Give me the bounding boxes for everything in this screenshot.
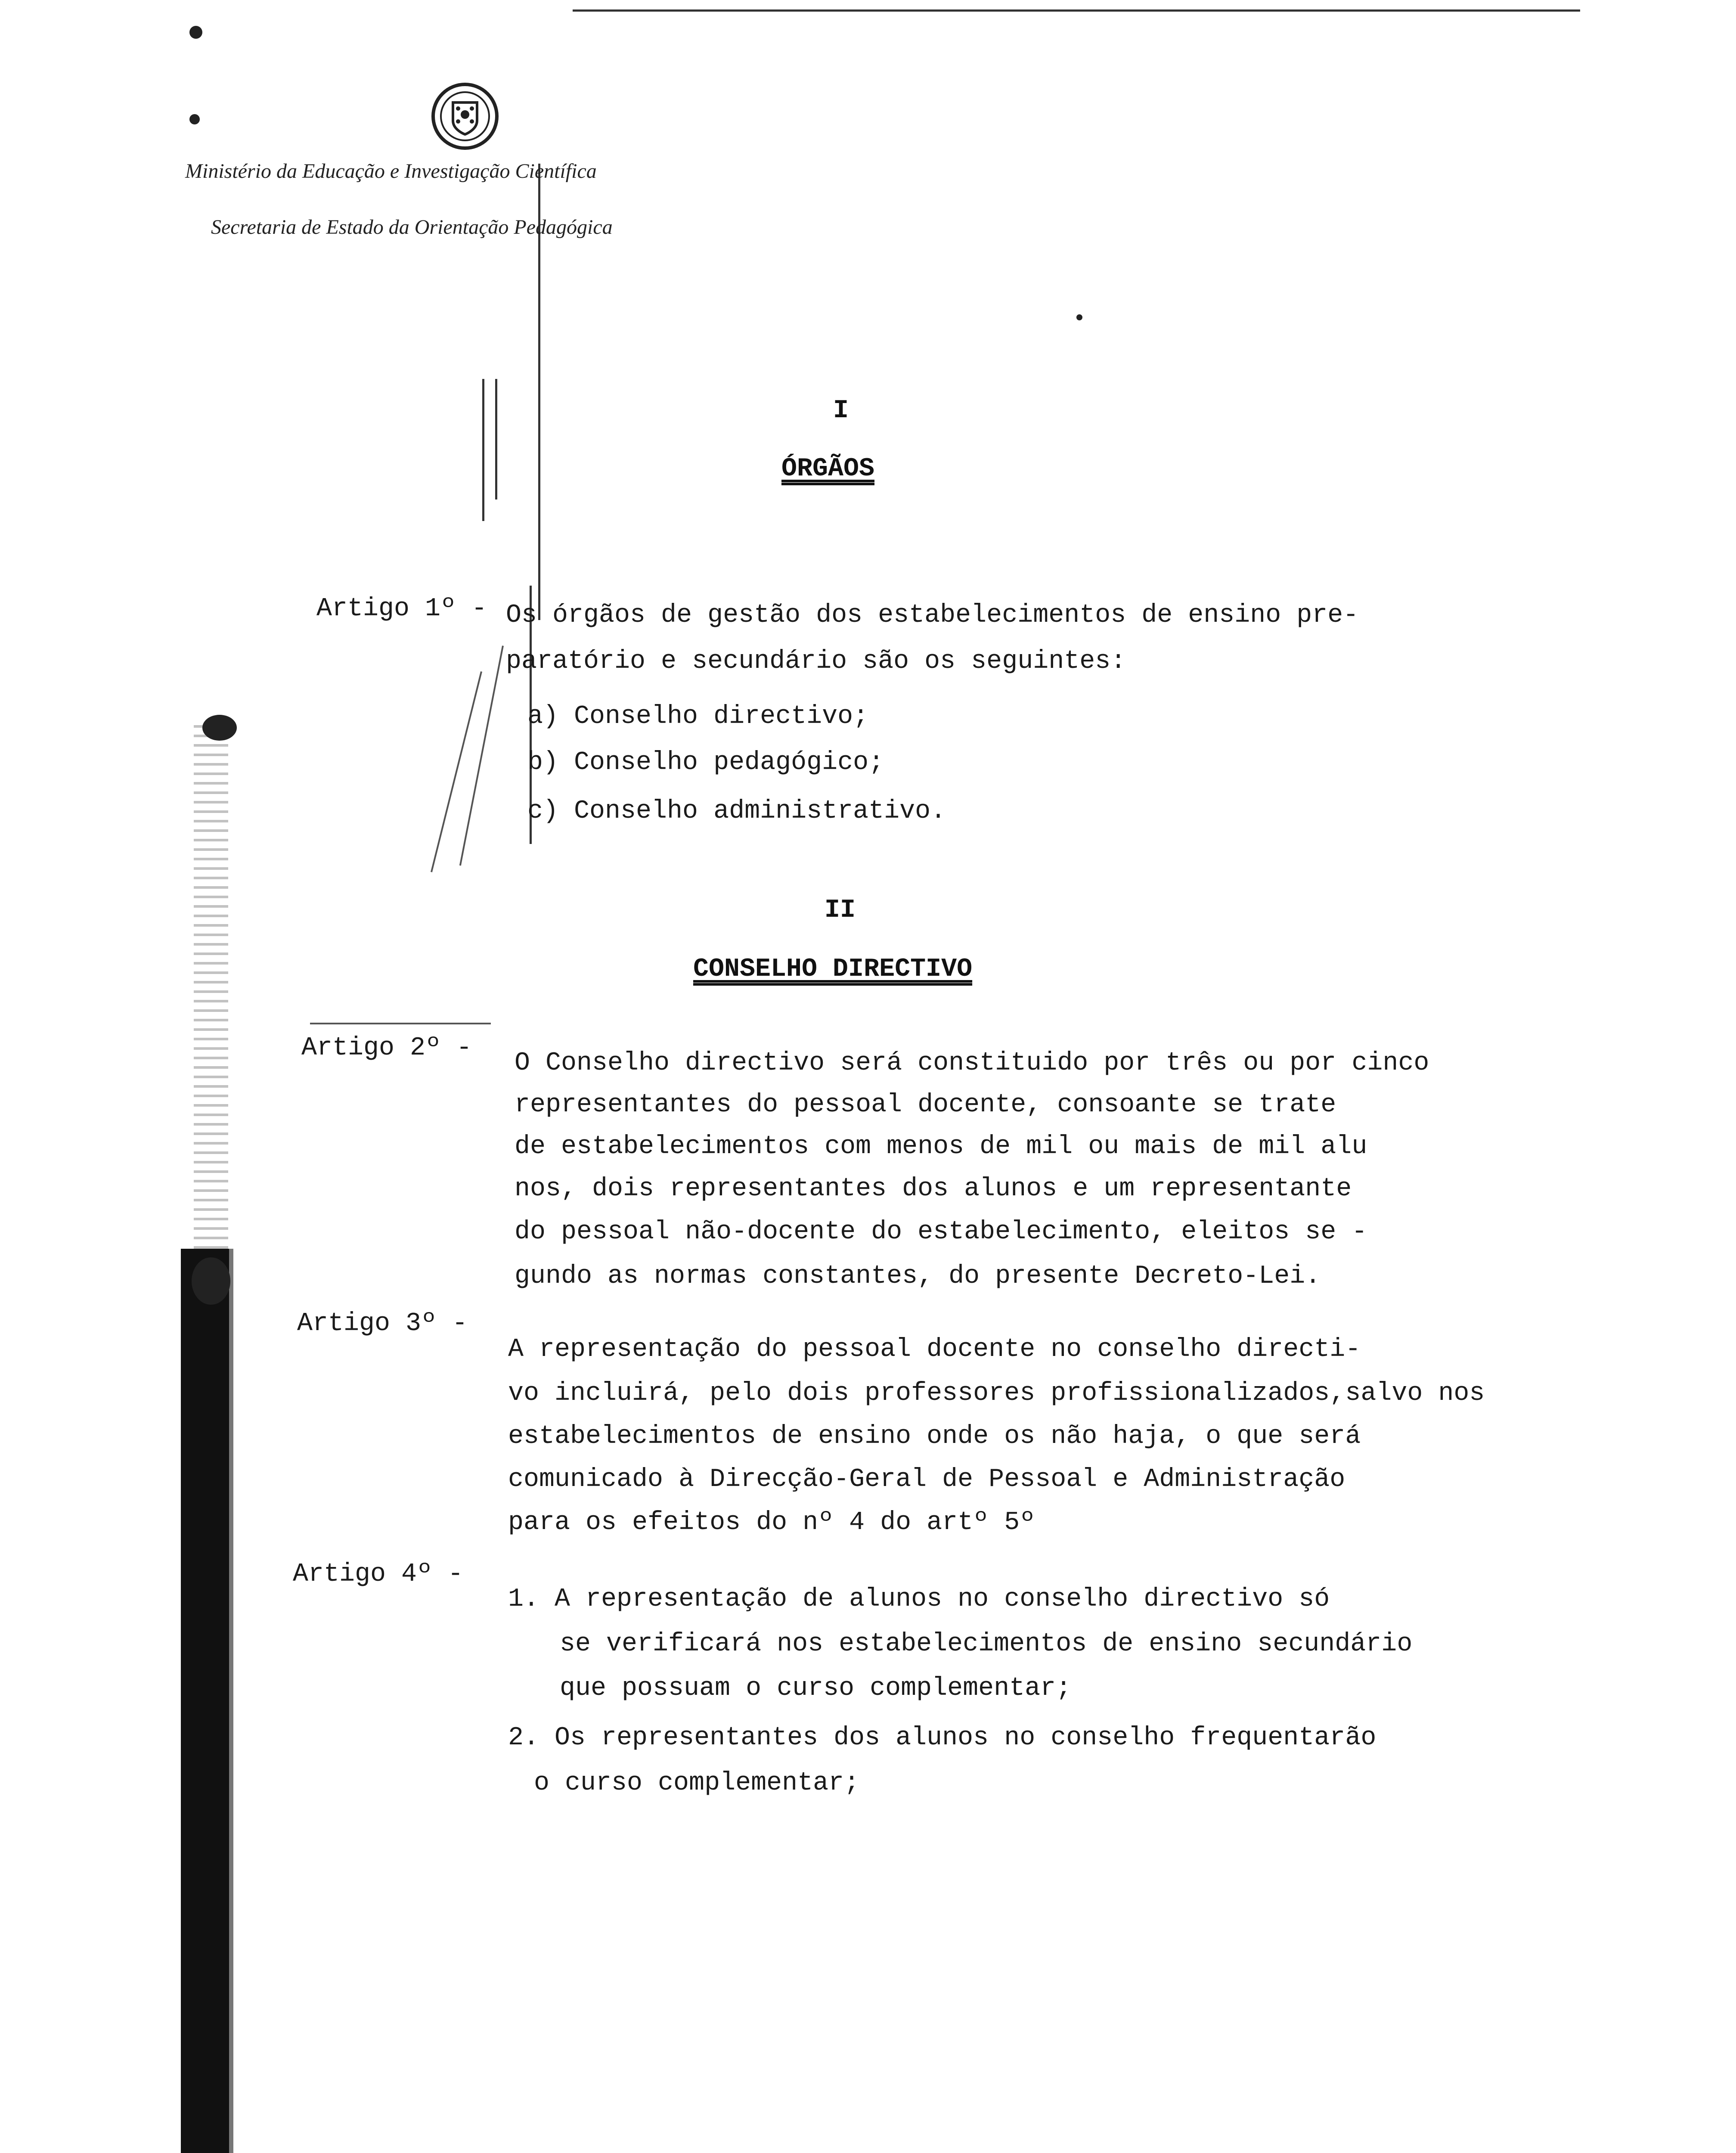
scan-speck [189, 114, 200, 124]
scan-streak [459, 645, 504, 866]
artigo-text-line: do pessoal não-docente do estabelecimento, eleitos se - [515, 1217, 1367, 1247]
artigo-text-line: A representação do pessoal docente no conselho directi- [508, 1335, 1361, 1364]
artigo-label: Artigo 2º - [301, 1033, 472, 1063]
artigo-text-line: estabelecimentos de ensino onde os não haja, o que será [508, 1422, 1361, 1451]
list-item: b) Conselho pedagógico; [527, 748, 884, 777]
section-title: ÓRGÃOS [781, 454, 875, 484]
scan-edge-noise [194, 723, 228, 1249]
scan-streak [431, 671, 482, 872]
artigo-label: Artigo 4º - [293, 1560, 464, 1589]
section-numeral: II [825, 896, 856, 925]
coat-of-arms-icon [431, 82, 499, 151]
artigo-text-line: que possuam o curso complementar; [560, 1674, 1072, 1703]
artigo-label: Artigo 3º - [297, 1309, 468, 1338]
artigo-text-line: O Conselho directivo será constituido por três ou por cinco [515, 1049, 1429, 1078]
scan-streak [495, 379, 497, 499]
scan-top-rule [573, 9, 1580, 12]
artigo-text-line: 1. A representação de alunos no conselho directivo só [508, 1585, 1330, 1614]
section-title: CONSELHO DIRECTIVO [693, 955, 973, 984]
artigo-text-line: paratório e secundário são os seguintes: [506, 647, 1126, 676]
scan-streak [310, 1023, 491, 1024]
artigo-text-line: Os órgãos de gestão dos estabelecimentos de ensino pre- [506, 601, 1359, 630]
artigo-text-line: comunicado à Direcção-Geral de Pessoal e Administração [508, 1465, 1345, 1494]
scan-speck [189, 26, 202, 39]
list-item: a) Conselho directivo; [527, 702, 869, 731]
punch-hole-mark [192, 1257, 230, 1305]
artigo-text-line: vo incluirá, pelo dois professores profissionalizados,salvo nos [508, 1379, 1485, 1408]
artigo-text-line: gundo as normas constantes, do presente Decreto-Lei. [515, 1262, 1321, 1291]
letterhead-ministry: Ministério da Educação e Investigação Científica [185, 160, 597, 183]
artigo-text-line: representantes do pessoal docente, consoante se trate [515, 1090, 1336, 1120]
artigo-text-line: nos, dois representantes dos alunos e um representante [515, 1174, 1352, 1204]
artigo-text-line: 2. Os representantes dos alunos no conselho frequentarão [508, 1723, 1376, 1753]
list-item: c) Conselho administrativo. [527, 797, 946, 826]
artigo-label: Artigo 1º - [316, 594, 487, 624]
artigo-text-line: se verificará nos estabelecimentos de ensino secundário [560, 1629, 1413, 1659]
punch-hole-mark [202, 715, 237, 741]
scan-speck [1076, 314, 1082, 320]
section-numeral: I [833, 396, 849, 425]
artigo-text-line: de estabelecimentos com menos de mil ou mais de mil alu [515, 1132, 1367, 1161]
scan-streak [482, 379, 484, 521]
scan-binding-strip [181, 1249, 229, 2153]
artigo-text-line: o curso complementar; [534, 1768, 860, 1798]
artigo-text-line: para os efeitos do nº 4 do artº 5º [508, 1508, 1035, 1537]
letterhead-secretariat: Secretaria de Estado da Orientação Pedagógica [211, 216, 613, 239]
